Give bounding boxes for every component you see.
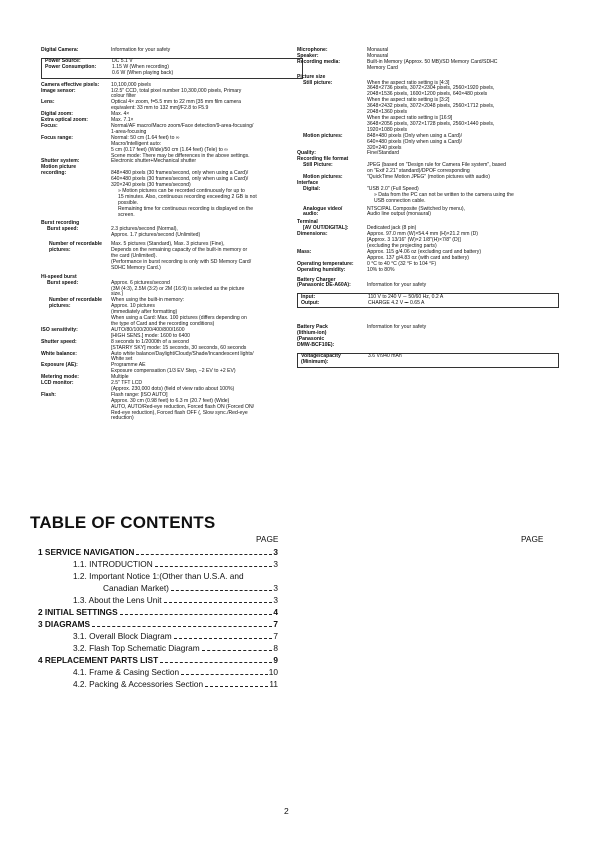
spec-row bbox=[41, 363, 303, 375]
spec-value-line: (3M (4:3), 2.5M (3:2) or 2M (16:9) is selected as the picture bbox=[111, 285, 245, 292]
spec-value bbox=[111, 328, 303, 340]
toc-entry-title: 3.2. Flash Top Schematic Diagram bbox=[73, 643, 200, 653]
spec-label: Input: bbox=[301, 293, 316, 300]
spec-value-line: 1/2.5" CCD, total pixel number 10,300,000 pixels, Primary bbox=[111, 87, 242, 94]
spec-value-line: 848×480 pixels (Only when using a Card)/ bbox=[367, 132, 462, 139]
spec-value-line: colour filter bbox=[111, 93, 136, 100]
spec-value-line: reduction) bbox=[111, 415, 134, 422]
spec-value bbox=[367, 325, 559, 349]
spec-label: ISO sensitivity: bbox=[41, 326, 78, 333]
spacer bbox=[41, 54, 303, 57]
spec-value-line: Information for your safety bbox=[367, 324, 427, 331]
toc-entry[interactable] bbox=[38, 570, 278, 582]
spec-note-text bbox=[367, 193, 559, 205]
power-box bbox=[41, 58, 303, 79]
right-spec-column bbox=[297, 48, 559, 369]
toc-entry-page: 7 bbox=[273, 619, 278, 629]
spec-value bbox=[367, 151, 559, 157]
spec-row bbox=[301, 354, 555, 366]
spec-label: Burst speed: bbox=[47, 279, 79, 286]
spec-label: Burst speed: bbox=[47, 226, 79, 233]
spec-label-line: (Minimum): bbox=[301, 359, 329, 366]
spec-value-line: Normal: 50 cm (1.64 feet) to ∞ bbox=[111, 134, 180, 141]
spec-value-line: 10% to 80% bbox=[367, 266, 395, 273]
toc-entry-page: 7 bbox=[273, 631, 278, 641]
spec-value-line: 848×480 pixels (30 frames/second, only when using a Card)/ bbox=[111, 170, 249, 177]
spec-label: Operating humidity: bbox=[297, 266, 346, 273]
spec-value-line: 1-area-focusing bbox=[111, 128, 147, 135]
toc-leader-dots bbox=[92, 626, 272, 627]
spec-value bbox=[367, 250, 559, 262]
spec-value-line: (Approx. 230,000 dots) (field of view ratio about 100%) bbox=[111, 385, 235, 392]
spec-label: Extra optical zoom: bbox=[41, 117, 88, 124]
spec-value bbox=[111, 393, 303, 423]
toc-entry-page: 3 bbox=[273, 559, 278, 569]
spec-value-line: Dedicated jack (8 pin) bbox=[367, 225, 417, 232]
spec-value bbox=[367, 207, 559, 219]
spec-heading-text: Burst recording bbox=[41, 220, 80, 227]
spec-value-line: AUTO, AUTO/Red-eye reduction, Forced flash ON (Forced ON/ bbox=[111, 403, 255, 410]
toc-entry-title: 4.1. Frame & Casing Section bbox=[73, 667, 180, 677]
spec-value bbox=[367, 232, 559, 250]
spec-value bbox=[111, 136, 303, 160]
toc-entry[interactable] bbox=[38, 558, 278, 570]
spec-row bbox=[45, 65, 299, 77]
spec-label: Quality: bbox=[297, 150, 316, 157]
spec-label: Exposure (AE): bbox=[41, 362, 78, 369]
spec-value-line: 2.5" TFT LCD bbox=[111, 380, 143, 387]
spec-label bbox=[297, 325, 367, 349]
spec-row bbox=[297, 283, 559, 289]
spec-value bbox=[112, 65, 299, 77]
toc-list bbox=[38, 546, 278, 690]
spec-heading-text: Terminal bbox=[297, 219, 318, 226]
spec-note-spacer bbox=[297, 193, 367, 205]
spec-value-line: the card (Unlimited). bbox=[111, 253, 157, 259]
spec-value-line: Information for your safety bbox=[367, 282, 427, 289]
spec-value-line: Max. 7.1× bbox=[111, 117, 134, 124]
spec-value-line: AUTO/80/100/200/400/800/1600 bbox=[111, 326, 185, 333]
spec-value-line: Optical 4× zoom, f=5.5 mm to 22 mm [35 mm film camera bbox=[111, 99, 241, 106]
spec-note bbox=[297, 193, 559, 205]
spec-value-line: Approx. 1.7 pictures/second (Unlimited) bbox=[111, 232, 201, 239]
spec-value-line: Max. 4× bbox=[111, 111, 130, 118]
spec-heading-text: Interface bbox=[297, 179, 319, 186]
spec-row bbox=[297, 134, 559, 152]
spec-value-line: Multiple bbox=[111, 374, 129, 381]
toc-page-header: PAGE bbox=[256, 534, 279, 544]
spec-value bbox=[111, 171, 303, 189]
spec-value-line: 1.15 W (When recording) bbox=[112, 64, 169, 71]
spec-note-line: » Data from the PC can not be written to the camera using the bbox=[374, 191, 514, 198]
toc-entry-title: 2 INITIAL SETTINGS bbox=[38, 607, 118, 617]
spec-value-line: "USB 2.0" (Full Speed) bbox=[367, 185, 419, 192]
spec-row bbox=[297, 81, 559, 134]
spec-value-line: on "Exif 2.21" standard)/DPOF corresponding bbox=[367, 168, 470, 175]
spec-value-line: DC 5.1 V bbox=[112, 58, 133, 65]
spec-value: Information for your safety bbox=[111, 47, 171, 53]
toc-leader-dots bbox=[174, 638, 273, 639]
spec-value-line: Scene mode: There may be differences in the above settings. bbox=[111, 152, 250, 159]
spec-label: Operating temperature: bbox=[297, 260, 354, 267]
spec-value bbox=[367, 81, 559, 134]
spec-row bbox=[297, 325, 559, 349]
toc-entry-page: 11 bbox=[269, 679, 278, 689]
toc-entry-title: 1.2. Important Notice 1:(Other than U.S.A. and bbox=[73, 571, 244, 581]
spec-row bbox=[297, 232, 559, 250]
toc-entry-page: 3 bbox=[273, 595, 278, 605]
spec-label: Power Consumption: bbox=[45, 64, 97, 71]
spec-label: (Panasonic DE-A60A): bbox=[297, 282, 351, 289]
spec-value-line: 3.6 V/940 mAh bbox=[368, 353, 402, 360]
spec-value-line: Depends on the remaining capacity of the built-in memory or bbox=[111, 247, 248, 254]
spec-value-line: Approx. 10 pictures bbox=[111, 303, 155, 310]
spec-label-line: Analogue video/ bbox=[303, 205, 343, 212]
spec-value-line: 640×480 pixels (Only when using a Card)/ bbox=[367, 138, 462, 145]
spec-label-line: (Panasonic bbox=[297, 335, 325, 342]
toc-entry-page: 3 bbox=[273, 583, 278, 593]
spec-label bbox=[297, 207, 367, 219]
spec-row bbox=[41, 100, 303, 112]
spec-value-line: 3648×2056 pixels, 3072×1728 pixels, 2560×1440 pixels, bbox=[367, 120, 495, 127]
spec-value-line: (Performance in burst recording is only with SD Memory Card/ bbox=[111, 258, 252, 265]
spec-value bbox=[111, 242, 303, 272]
battery-box bbox=[297, 353, 559, 368]
toc-entry[interactable] bbox=[38, 630, 278, 642]
spec-label: Power Source: bbox=[45, 58, 81, 65]
toc-entry-title: 1.3. About the Lens Unit bbox=[73, 595, 162, 605]
spec-value bbox=[111, 298, 303, 328]
toc-entry[interactable] bbox=[38, 642, 278, 654]
spec-row bbox=[41, 242, 303, 272]
toc-entry-title: 3.1. Overall Block Diagram bbox=[73, 631, 172, 641]
spec-value bbox=[367, 175, 559, 181]
spec-note-text bbox=[111, 189, 303, 219]
spec-value-line: When using a Card: Max. 100 pictures (differs depending on bbox=[111, 315, 247, 322]
spec-label: Digital zoom: bbox=[41, 111, 73, 118]
spec-value-line: 5 cm (0.17 feet) (Wide)/50 cm (1.64 feet) (Tele) to ∞ bbox=[111, 146, 228, 153]
spec-value bbox=[111, 340, 303, 352]
toc-entry-page: 10 bbox=[268, 667, 278, 677]
spec-value-line: size.) bbox=[111, 291, 124, 298]
spec-label-line: (lithium-ion) bbox=[297, 330, 327, 337]
spec-value-line: 110 V to 240 V ∼ 50/60 Hz, 0.2 A bbox=[368, 293, 444, 300]
spec-value bbox=[367, 268, 559, 274]
toc-entry[interactable] bbox=[38, 666, 278, 678]
spec-value-line: 640×480 pixels (30 frames/second, only when using a Card)/ bbox=[111, 176, 249, 183]
spec-heading-text: Battery Charger bbox=[297, 276, 336, 283]
spec-value-line: Macro/Intelligent auto: bbox=[111, 140, 162, 147]
spec-row bbox=[41, 48, 303, 54]
spec-value-line: equivalent: 33 mm to 132 mm]/F2.8 to F5.9 bbox=[111, 105, 209, 112]
toc-entry-title: 4.2. Packing & Accessories Section bbox=[73, 679, 204, 689]
toc-entry-continuation[interactable] bbox=[38, 582, 278, 594]
spec-heading-text: Picture size bbox=[297, 73, 326, 80]
spec-value-line: CHARGE 4.2 V ⎓ 0.65 A bbox=[368, 299, 425, 306]
spec-value-line: Normal/AF macro/Macro zoom/Face detection/9-area-focusing/ bbox=[111, 122, 254, 129]
spacer bbox=[297, 309, 559, 325]
spec-label: Still picture: bbox=[303, 79, 333, 86]
spec-label: Motion pictures: bbox=[303, 174, 343, 181]
spec-value-line: Approx. 115 g/4.06 oz (excluding card and battery) bbox=[367, 248, 482, 255]
toc-entry[interactable] bbox=[38, 654, 278, 666]
spec-value-line: 0 °C to 40 °C (32 °F to 104 °F) bbox=[367, 260, 437, 267]
spec-label-line: audio: bbox=[303, 211, 319, 218]
spec-label-line: DMW-BCF10E): bbox=[297, 341, 335, 348]
spec-value bbox=[367, 134, 559, 152]
spec-value-line: the type of Card and the recording conditions) bbox=[111, 320, 215, 327]
toc-leader-dots bbox=[171, 590, 272, 591]
spec-value-line: 3648×2736 pixels, 3072×2304 pixels, 2560×1920 pixels, bbox=[367, 85, 495, 92]
toc-entry-title: 4 REPLACEMENT PARTS LIST bbox=[38, 655, 159, 665]
spec-value bbox=[367, 283, 559, 289]
spec-value-line: Flash range: [ISO AUTO] bbox=[111, 391, 168, 398]
spec-row bbox=[297, 207, 559, 219]
spec-value-line: When the aspect ratio setting is [3:2] bbox=[367, 97, 450, 104]
toc-leader-dots bbox=[181, 674, 268, 675]
spec-value-line: 2048×1536 pixels, 1600×1200 pixels, 640×480 pixels bbox=[367, 91, 488, 98]
spec-value-line: Electronic shutter+Mechanical shutter bbox=[111, 158, 197, 165]
spec-label: Flash: bbox=[41, 391, 57, 398]
toc-leader-dots bbox=[164, 602, 273, 603]
spec-label: Digital: bbox=[303, 185, 321, 192]
spec-row bbox=[301, 301, 555, 307]
spec-value bbox=[111, 363, 303, 375]
left-spec-column bbox=[41, 48, 303, 422]
toc-entry[interactable] bbox=[38, 594, 278, 606]
spec-label: Shutter system: bbox=[41, 158, 80, 165]
spec-label-line: Battery Pack bbox=[297, 324, 328, 331]
spec-label: Camera effective pixels: bbox=[41, 81, 100, 88]
spec-value-line: Memory Card bbox=[367, 64, 398, 71]
toc-entry-page: 8 bbox=[273, 643, 278, 653]
spec-label: recording: bbox=[41, 170, 67, 177]
spec-value-line: "QuickTime Motion JPEG" (motion pictures with audio) bbox=[367, 174, 490, 181]
toc-entry-title: 1 SERVICE NAVIGATION bbox=[38, 547, 135, 557]
spec-label-line: Number of recordable bbox=[49, 241, 102, 248]
page-number: 2 bbox=[284, 806, 289, 816]
spec-value-line: 2048×1360 pixels bbox=[367, 109, 408, 116]
spec-label: Lens: bbox=[41, 99, 55, 106]
spec-value-line: When using the built-in memory: bbox=[111, 297, 185, 304]
spec-row bbox=[41, 328, 303, 340]
toc-entry-title: 3 DIAGRAMS bbox=[38, 619, 91, 629]
toc-leader-dots bbox=[120, 614, 273, 615]
toc-title: TABLE OF CONTENTS bbox=[30, 513, 216, 532]
spec-value bbox=[368, 354, 555, 366]
spec-note-line: USB connection cable. bbox=[374, 197, 426, 204]
spec-row bbox=[297, 60, 559, 72]
spec-value-line: Auto white balance/Daylight/Cloudy/Shade/Incandescent lights/ bbox=[111, 350, 254, 357]
toc-entry-page: 4 bbox=[273, 607, 278, 617]
spec-note-spacer bbox=[41, 189, 111, 219]
spec-value-line: (excluding the projecting parts) bbox=[367, 243, 437, 249]
toc-entry[interactable] bbox=[38, 678, 278, 690]
spec-heading-text: Recording file format bbox=[297, 156, 349, 163]
spec-value-line: 2.3 pictures/second (Normal), bbox=[111, 226, 178, 233]
spec-heading-text: Hi-speed burst bbox=[41, 273, 77, 280]
spec-label: Output: bbox=[301, 299, 320, 306]
spacer bbox=[297, 349, 559, 352]
spec-row bbox=[41, 298, 303, 328]
spec-label-line: pictures: bbox=[49, 303, 71, 310]
spec-row bbox=[41, 281, 303, 299]
spec-row bbox=[41, 381, 303, 393]
spec-row bbox=[41, 352, 303, 364]
spec-value-line: When the aspect ratio setting is [16:9] bbox=[367, 114, 453, 121]
spec-row bbox=[41, 171, 303, 189]
toc-entry-page: 9 bbox=[273, 655, 278, 665]
spec-label: Digital Camera: bbox=[41, 47, 79, 53]
spec-label: Image sensor: bbox=[41, 87, 76, 94]
toc-entry[interactable] bbox=[38, 546, 278, 558]
spec-value-line: 320×240 pixels (30 frames/second) bbox=[111, 182, 191, 189]
spec-value-line: 3648×2432 pixels, 3072×2048 pixels, 2560×1712 pixels, bbox=[367, 103, 495, 110]
spec-value-line: Approx. 30 cm (0.98 feet) to 6.3 m (20.7 feet) (Wide) bbox=[111, 397, 230, 404]
spec-value-line: Audio line output (monaural) bbox=[367, 211, 431, 218]
spec-value-line: 0.6 W (When playing back) bbox=[112, 70, 174, 77]
spec-row bbox=[41, 393, 303, 423]
toc-entry-title: 1.1. INTRODUCTION bbox=[73, 559, 153, 569]
spec-value-line: (immediately after formatting) bbox=[111, 309, 178, 316]
spec-value bbox=[111, 281, 303, 299]
spec-value-line: White set bbox=[111, 356, 133, 363]
toc-page-header-right: PAGE bbox=[521, 534, 544, 544]
spec-value-line: 320×240 pixels bbox=[367, 144, 402, 151]
spec-label: LCD monitor: bbox=[41, 380, 74, 387]
spec-value-line: JPEG (based on "Design rule for Camera File system", based bbox=[367, 162, 506, 169]
toc-entry[interactable] bbox=[38, 606, 278, 618]
spec-value-line: Approx. 6 pictures/second bbox=[111, 279, 170, 286]
spec-note-line: possible. bbox=[118, 199, 139, 206]
spec-value-line: NTSC/PAL Composite (Switched by menu), bbox=[367, 205, 465, 212]
spec-value bbox=[367, 60, 559, 72]
spec-label: White balance: bbox=[41, 350, 77, 357]
spec-value-line: Approx. 137 g/4.83 oz (with card and battery) bbox=[367, 254, 469, 261]
spec-label: Still Picture: bbox=[303, 162, 333, 169]
toc-entry-title: Canadian Market) bbox=[103, 583, 169, 593]
toc-leader-dots bbox=[205, 686, 268, 687]
spec-value-line: Red-eye reduction), Forced flash OFF (, Slow sync./Red-eye bbox=[111, 409, 248, 416]
spec-value-line: [Approx. 3 13/16" (W)×2 1/8"(H)×7/8" (D)] bbox=[367, 237, 461, 244]
spec-label: Microphone: bbox=[297, 47, 328, 53]
spec-label-line: pictures: bbox=[49, 247, 71, 254]
spec-row bbox=[41, 340, 303, 352]
spec-value-line: Approx. 97.0 mm (W)×54.4 mm (H)×21.2 mm (D) bbox=[367, 231, 478, 238]
spec-label-line: Voltage/capacity bbox=[301, 353, 341, 360]
spec-value-line: 8 seconds to 1/2000th of a second bbox=[111, 338, 189, 345]
spec-label: Motion pictures: bbox=[303, 132, 343, 139]
spec-label: Speaker: bbox=[297, 52, 319, 59]
toc-entry-page: 3 bbox=[273, 547, 278, 557]
spec-value-line: When the aspect ratio setting is [4:3] bbox=[367, 79, 450, 86]
spec-value-line: Exposure compensation (1/3 EV Step, −2 EV to +2 EV) bbox=[111, 368, 236, 375]
spec-row bbox=[41, 124, 303, 136]
spec-value bbox=[111, 100, 303, 112]
spec-row bbox=[41, 136, 303, 160]
spec-value-line: [HIGH SENS.] mode: 1600 to 6400 bbox=[111, 332, 190, 339]
spec-note-line: Remaining time for continuous recording is displayed on the bbox=[118, 205, 254, 212]
spec-value-line: Built-in Memory (Approx. 50 MB)/SD Memory Card/SDHC bbox=[367, 58, 498, 65]
spec-row bbox=[297, 250, 559, 262]
toc-leader-dots bbox=[160, 662, 272, 663]
spec-label bbox=[41, 242, 111, 272]
spec-value bbox=[368, 301, 555, 307]
spec-value-line: 1920×1080 pixels bbox=[367, 126, 408, 133]
spec-label: Motion picture bbox=[41, 164, 77, 171]
toc-leader-dots bbox=[202, 650, 273, 651]
spec-value-line: SDHC Memory Card.) bbox=[111, 264, 161, 271]
spec-label: Recording media: bbox=[297, 58, 341, 65]
toc-entry[interactable] bbox=[38, 618, 278, 630]
spec-value-line: Max. 5 pictures (Standard), Max. 3 pictures (Fine), bbox=[111, 241, 225, 248]
spec-label: Mass: bbox=[297, 248, 312, 255]
toc-leader-dots bbox=[136, 554, 272, 555]
spec-value-line: Fine/Standard bbox=[367, 150, 399, 157]
spec-value bbox=[111, 227, 303, 239]
spec-note-line: » Motion pictures can be recorded continuously for up to bbox=[118, 187, 245, 194]
spec-value bbox=[111, 124, 303, 136]
spec-value-line: Monaural bbox=[367, 52, 389, 59]
charger-box bbox=[297, 293, 559, 308]
spec-value-line: Programme AE bbox=[111, 362, 146, 369]
spec-note bbox=[41, 189, 303, 219]
spec-value-line: Monaural bbox=[367, 47, 389, 53]
spec-label bbox=[301, 354, 368, 366]
spec-note-line: 15 minutes. Also, continuous recording exceeding 2 GB is not bbox=[118, 193, 257, 200]
spec-label bbox=[41, 298, 111, 328]
spec-label: [AV OUT/DIGITAL]: bbox=[303, 225, 349, 232]
spacer bbox=[297, 289, 559, 292]
spec-value-line: [STARRY SKY] mode: 15 seconds, 30 seconds, 60 seconds bbox=[111, 344, 247, 351]
toc-leader-dots bbox=[155, 566, 273, 567]
spec-row bbox=[297, 268, 559, 274]
spec-value-line: 10,100,000 pixels bbox=[111, 81, 151, 88]
spec-label-line: Number of recordable bbox=[49, 297, 102, 304]
spec-row bbox=[41, 227, 303, 239]
spec-row bbox=[297, 175, 559, 181]
spec-note-line: screen. bbox=[118, 211, 135, 218]
spec-label: Shutter speed: bbox=[41, 338, 77, 345]
spec-label: Focus: bbox=[41, 122, 58, 129]
spec-label: Focus range: bbox=[41, 134, 73, 141]
spec-label: Metering mode: bbox=[41, 374, 79, 381]
spec-label: Dimensions: bbox=[297, 231, 328, 238]
